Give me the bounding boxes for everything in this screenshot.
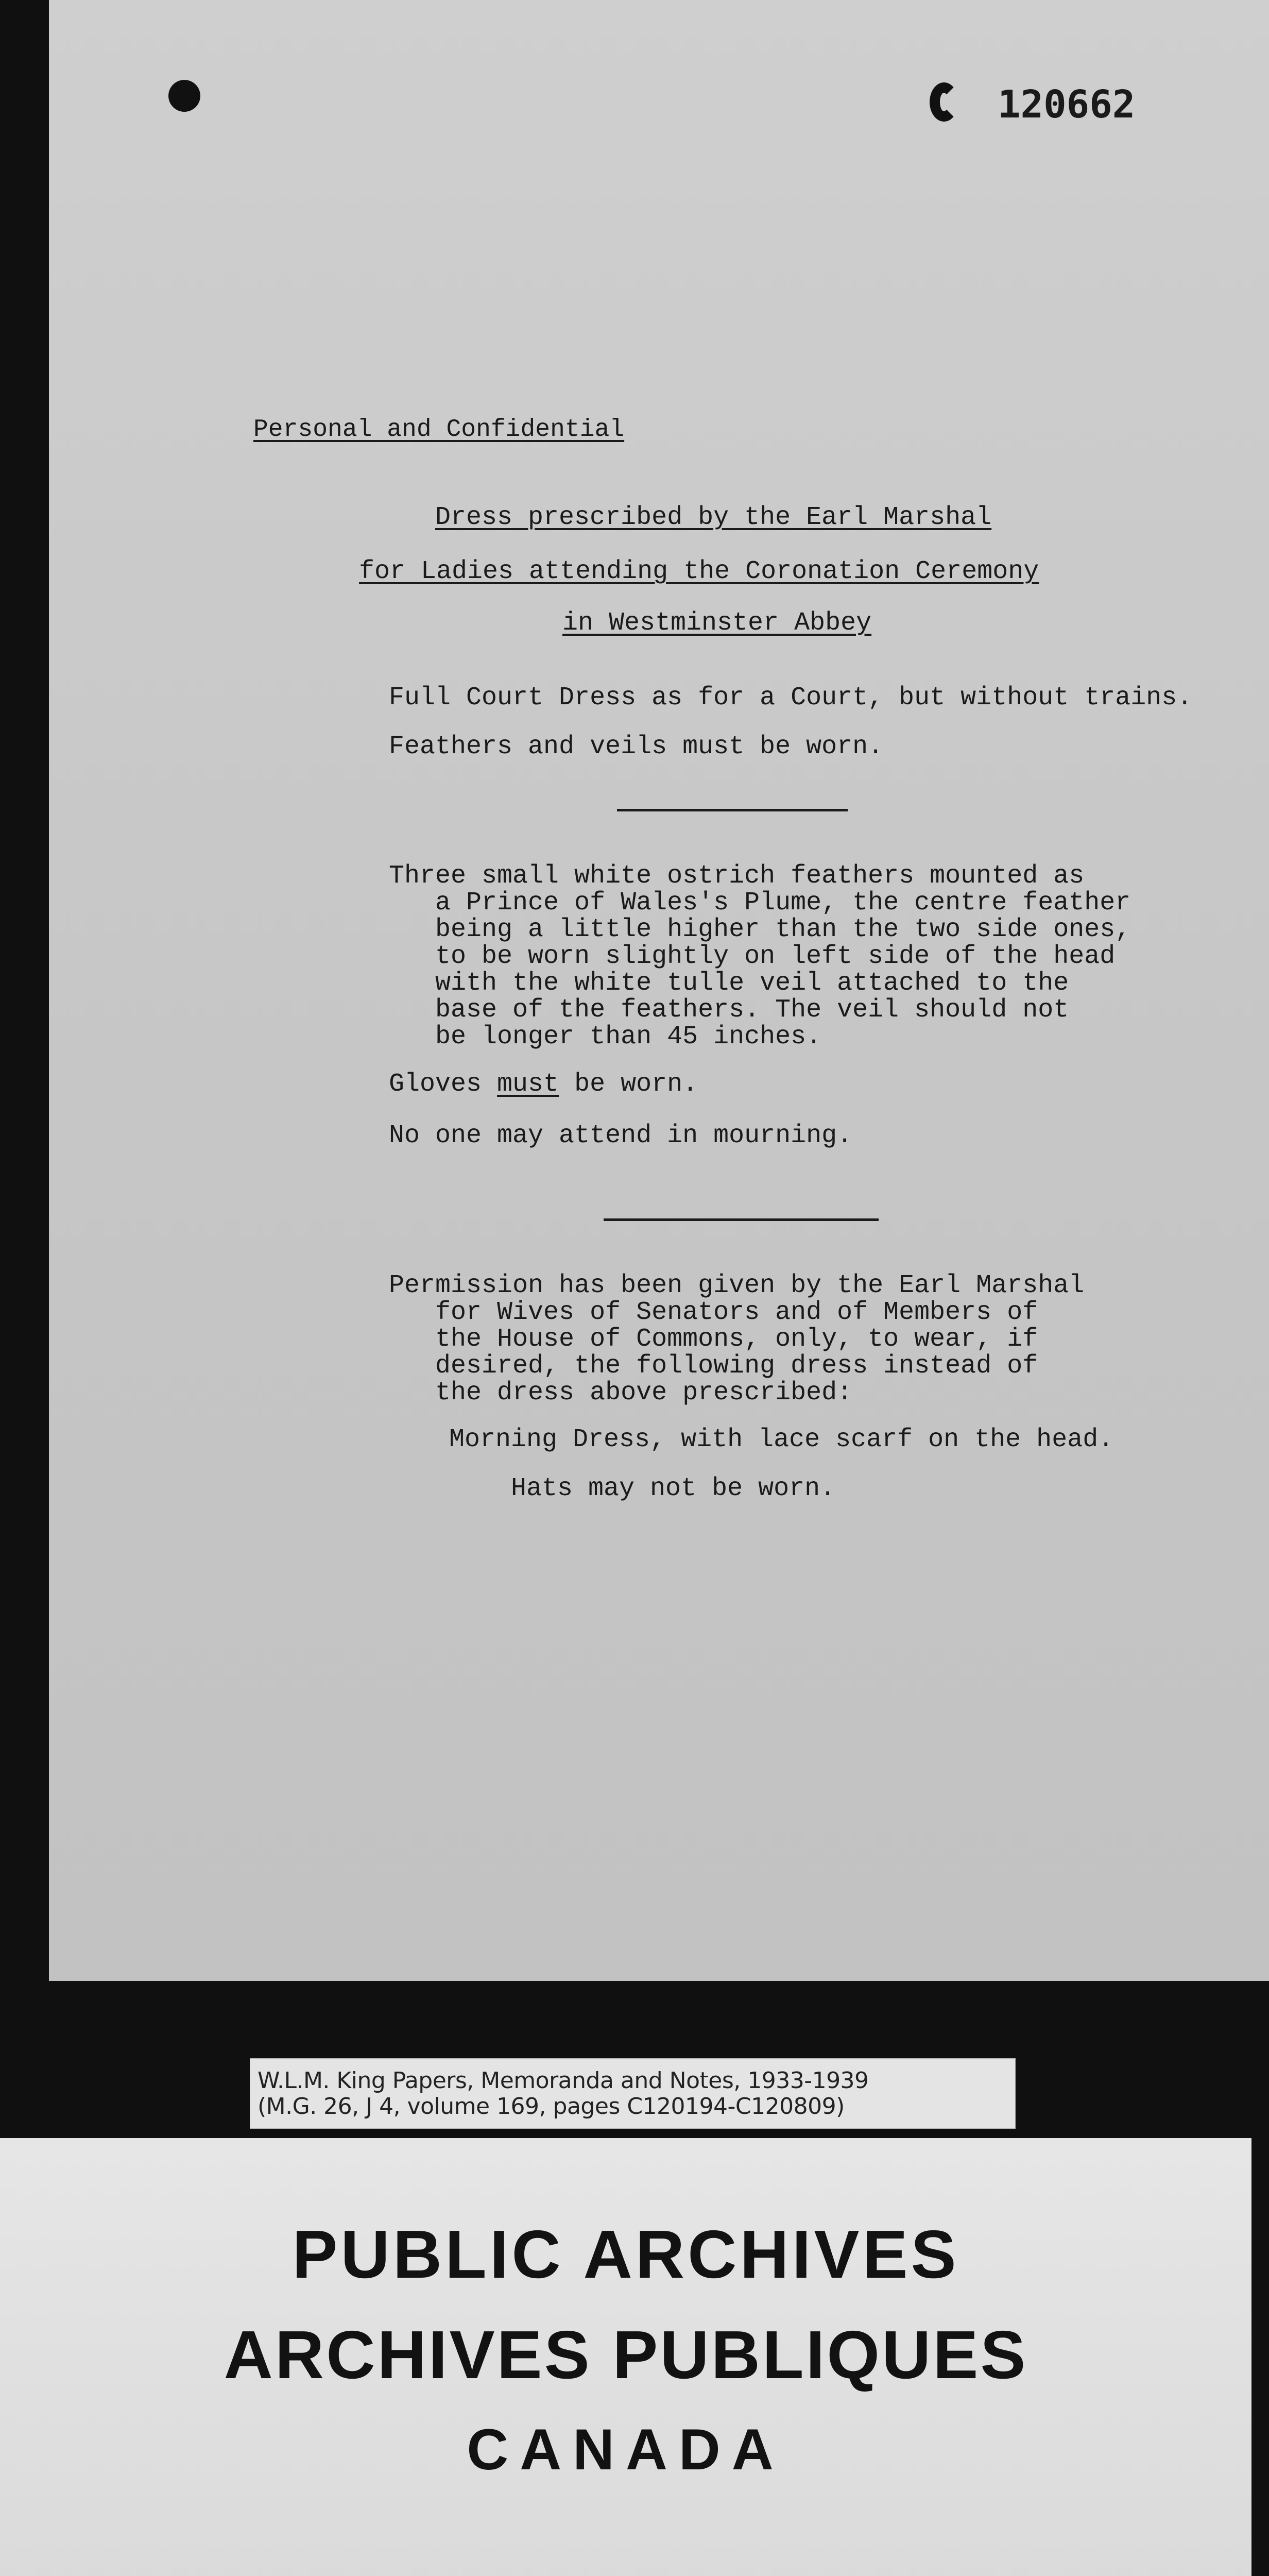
document-number: 120662 <box>998 82 1136 127</box>
title-line-2: for Ladies attending the Coronation Ceremony <box>359 557 1039 586</box>
title-line-3: in Westminster Abbey <box>562 608 872 638</box>
permission-line-3: the House of Commons, only, to wear, if <box>389 1325 1038 1354</box>
archives-card-line-3: CANADA <box>467 2417 785 2482</box>
public-archives-card <box>0 2138 1251 2576</box>
permission-paragraph <box>389 1273 1084 1406</box>
punch-hole-right <box>930 82 958 122</box>
gloves-before: Gloves <box>389 1070 498 1099</box>
permission-line-2: for Wives of Senators and of Members of <box>389 1298 1038 1327</box>
intro-line-feathers-veils: Feathers and veils must be worn. <box>389 732 884 761</box>
permission-line-4: desired, the following dress instead of <box>389 1351 1038 1381</box>
feathers-line-1: Three small white ostrich feathers mounted as <box>389 861 1085 891</box>
gloves-line <box>389 1072 698 1097</box>
punch-hole-left <box>168 80 200 112</box>
gloves-emphasis: must <box>497 1070 559 1099</box>
mourning-line: No one may attend in mourning. <box>389 1121 853 1150</box>
feathers-line-7: be longer than 45 inches. <box>389 1022 822 1052</box>
intro-line-court-dress: Full Court Dress as for a Court, but without trains. <box>389 683 1193 713</box>
separator-rule-2 <box>604 1218 879 1221</box>
archive-label-line-1: W.L.M. King Papers, Memoranda and Notes, 1933-1939 <box>258 2067 869 2094</box>
feathers-line-5: with the white tulle veil attached to the <box>389 969 1069 998</box>
feathers-paragraph <box>389 863 1130 1050</box>
archives-card-line-1: PUBLIC ARCHIVES <box>292 2216 959 2292</box>
separator-rule-1 <box>617 809 848 811</box>
archives-card-line-2: ARCHIVES PUBLIQUES <box>224 2317 1028 2393</box>
hats-line: Hats may not be worn. <box>511 1474 836 1503</box>
archive-reference-label <box>250 2058 1016 2129</box>
feathers-line-6: base of the feathers. The veil should not <box>389 995 1069 1025</box>
feathers-line-2: a Prince of Wales's Plume, the centre feather <box>389 888 1131 918</box>
heading-personal-confidential: Personal and Confidential <box>253 416 625 444</box>
title-line-1: Dress prescribed by the Earl Marshal <box>435 503 992 532</box>
morning-dress-line: Morning Dress, with lace scarf on the head. <box>449 1425 1114 1454</box>
document-page <box>49 0 1269 1981</box>
feathers-line-3: being a little higher than the two side ones, <box>389 915 1131 944</box>
gloves-after: be worn. <box>559 1070 698 1099</box>
permission-line-1: Permission has been given by the Earl Marshal <box>389 1271 1085 1300</box>
permission-line-5: the dress above prescribed: <box>389 1378 853 1408</box>
feathers-line-4: to be worn slightly on left side of the head <box>389 942 1116 971</box>
archive-label-line-2: (M.G. 26, J 4, volume 169, pages C120194-C120809) <box>258 2093 845 2120</box>
